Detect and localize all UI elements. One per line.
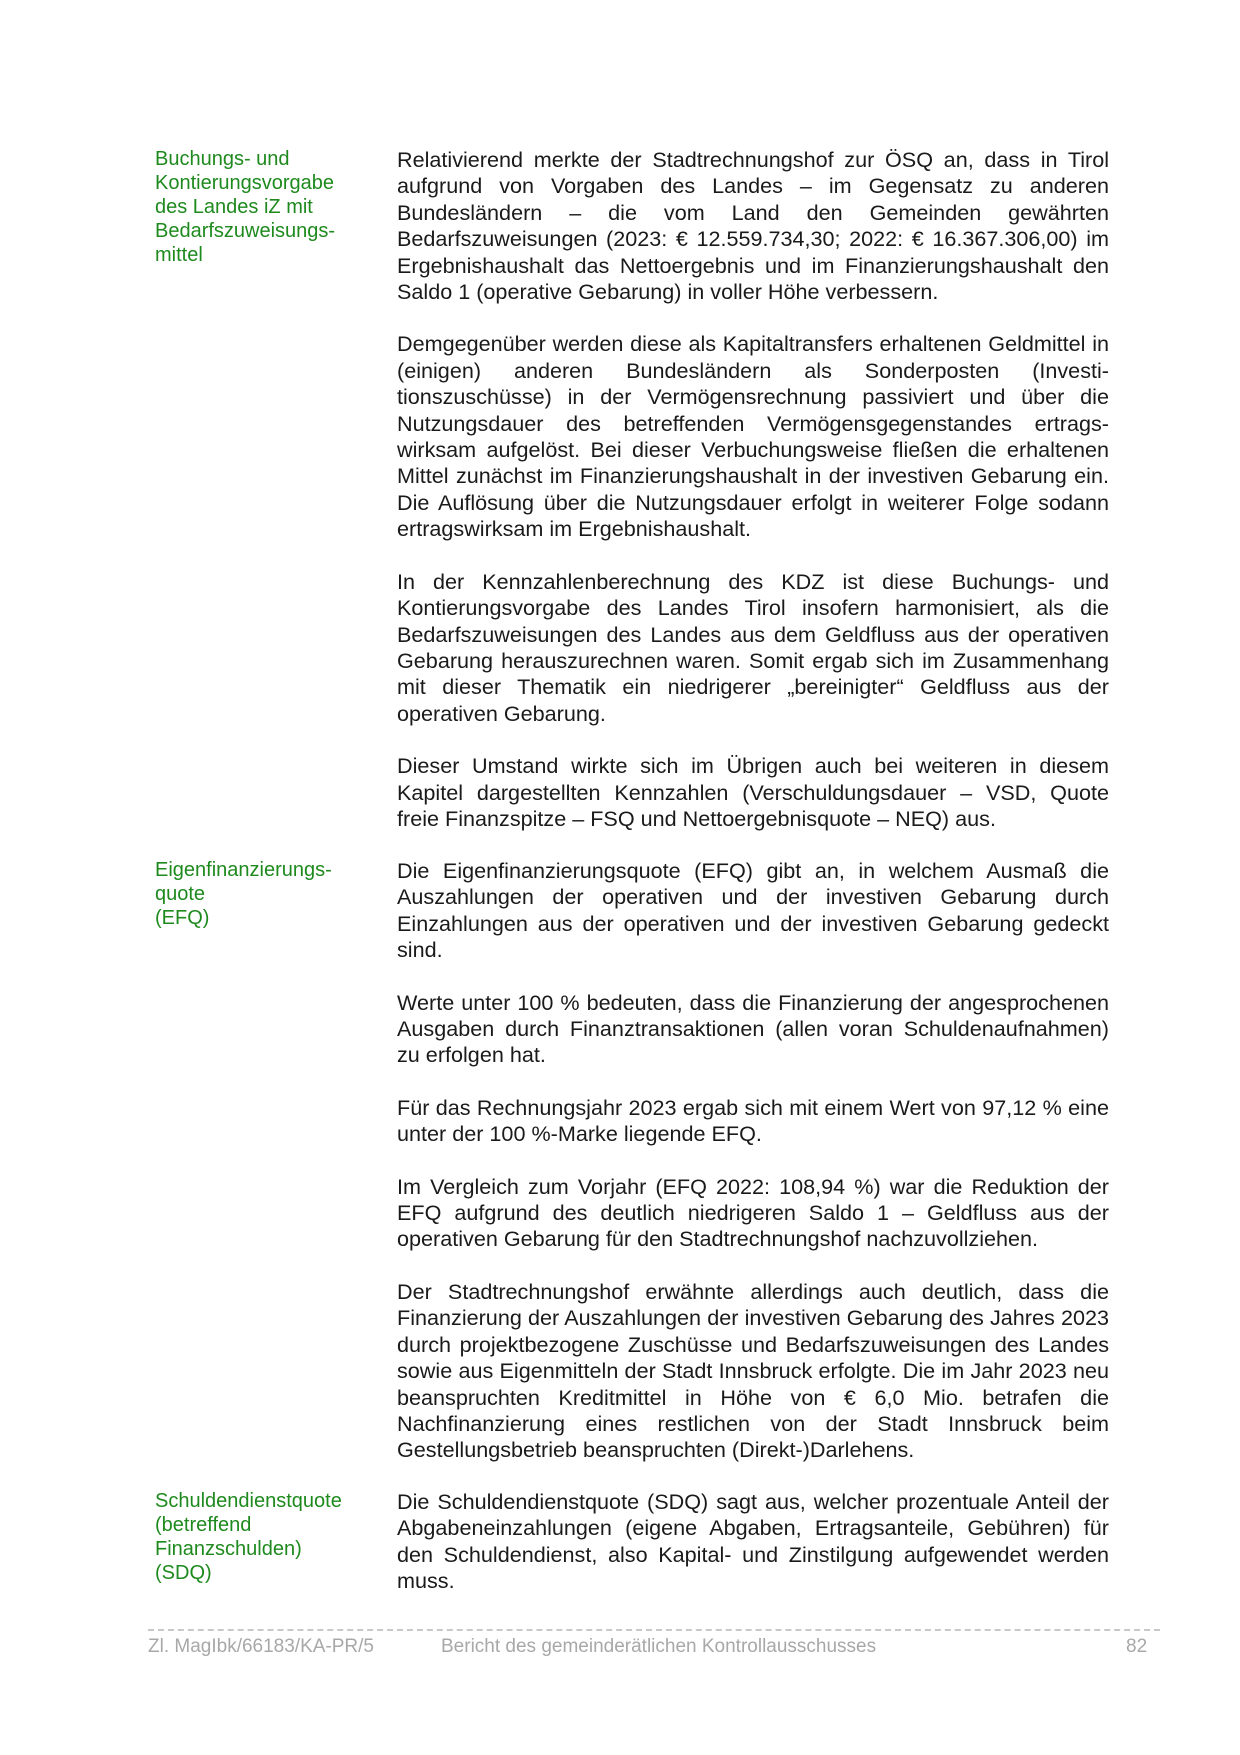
- paragraph: Werte unter 100 % bedeuten, dass die Finanzierung der angesprochenen Ausgaben durch Finanztransaktionen (allen voran Schuldenaufnahmen) zu erfolgen hat.: [397, 989, 1109, 1068]
- margin-heading-line: Buchungs- und: [155, 148, 290, 170]
- paragraph: Die Eigenfinanzierungsquote (EFQ) gibt an, in welchem Ausmaß die Auszahlungen der operativen und der investiven Gebarung durch Einzahlungen aus der operativen und der investiven Gebarung gedeckt sind.: [397, 858, 1109, 963]
- margin-heading: [155, 858, 365, 930]
- paragraph: Relativierend merkte der Stadtrechnungshof zur ÖSQ an, dass in Tirol aufgrund von Vorgaben des Landes – im Gegensatz zu anderen Bundesländern – die vom Land den Gemeinden gewährten Bedarfszuweisungen (2023: € 12.559.734,30; 2022: € 16.367.306,00) im Ergebnishaushalt das Nettoergebnis und im Finanzierungshaushalt den Saldo 1 (operative Gebarung) in voller Höhe verbessern.: [397, 147, 1109, 305]
- margin-heading-line: (betreffend: [155, 1514, 252, 1536]
- margin-heading-line: mittel: [155, 244, 203, 266]
- body-text: [397, 1489, 1109, 1621]
- paragraph: Für das Rechnungsjahr 2023 ergab sich mit einem Wert von 97,12 % eine unter der 100 %-Marke liegende EFQ.: [397, 1094, 1109, 1147]
- page-number: 82: [1126, 1636, 1148, 1657]
- paragraph: Im Vergleich zum Vorjahr (EFQ 2022: 108,94 %) war die Reduktion der EFQ aufgrund des deutlich niedrigeren Saldo 1 – Geldfluss aus der operativen Gebarung für den Stadtrechnungshof nachzuvollziehen.: [397, 1173, 1109, 1252]
- footer-title: Bericht des gemeinderätlichen Kontrollausschusses: [441, 1636, 877, 1657]
- margin-heading-line: Schuldendienstquote: [155, 1490, 342, 1512]
- margin-heading-line: Kontierungsvorgabe: [155, 172, 335, 194]
- margin-heading: [155, 1489, 365, 1585]
- paragraph: Dieser Umstand wirkte sich im Übrigen auch bei weiteren in diesem Kapitel dargestellten Kennzahlen (Verschuldungsdauer – VSD, Quote freie Finanzspitze – FSQ und Nettoergebnisquote – NEQ) aus.: [397, 753, 1109, 831]
- paragraph: In der Kennzahlenberechnung des KDZ ist diese Buchungs- und Kontierungsvorgabe des Landes Tirol insofern harmonisiert, als die Bedarfszuweisungen des Landes aus dem Geldfluss aus der operativen Gebarung herauszurechnen waren. Somit ergab sich im Zusammenhang mit dieser Thematik ein niedrigerer „bereinigter“ Geldfluss aus der operativen Gebarung.: [397, 568, 1109, 726]
- margin-heading-line: Eigenfinanzierungs-: [155, 859, 332, 881]
- body-text: [397, 858, 1109, 1490]
- footer-divider: [148, 1629, 1160, 1631]
- margin-heading-line: des Landes iZ mit: [155, 196, 313, 218]
- margin-heading-line: (SDQ): [155, 1562, 212, 1584]
- body-text: [397, 147, 1109, 858]
- margin-heading-line: quote: [155, 883, 206, 905]
- footer-reference: Zl. MagIbk/66183/KA-PR/5: [148, 1636, 374, 1657]
- margin-heading-line: Bedarfszuweisungs-: [155, 220, 336, 242]
- margin-heading: [155, 147, 365, 267]
- paragraph: Der Stadtrechnungshof erwähnte allerdings auch deutlich, dass die Finanzierung der Auszahlungen der investiven Gebarung des Jahres 2023 durch projektbezogene Zuschüsse und Bedarfszuweisungen des Landes sowie aus Eigenmitteln der Stadt Innsbruck erfolgte. Die im Jahr 2023 neu beanspruchten Kreditmittel in Höhe von € 6,0 Mio. betrafen die Nachfinanzierung eines restlichen von der Stadt Innsbruck beim Gestellungsbetrieb beanspruchten (Direkt-)Darlehens.: [397, 1278, 1109, 1463]
- paragraph: Die Schuldendienstquote (SDQ) sagt aus, welcher prozentuale Anteil der Abgabeneinzahlungen (eigene Abgaben, Ertragsanteile, Gebühren) für den Schuldendienst, also Kapital- und Zinstilgung aufgewendet werden muss.: [397, 1489, 1109, 1594]
- margin-heading-line: Finanzschulden): [155, 1538, 302, 1560]
- paragraph: Demgegenüber werden diese als Kapitaltransfers erhaltenen Geldmittel in (einigen) anderen Bundesländern als Sonderposten (Investitionszuschüsse) in der Vermögensrechnung passiviert und über die Nutzungsdauer des betreffenden Vermögensgegenstandes ertragswirksam aufgelöst. Bei dieser Verbuchungsweise fließen die erhaltenen Mittel zunächst im Finanzierungshaushalt in der investiven Gebarung ein. Die Auflösung über die Nutzungsdauer erfolgt in weiterer Folge sodann ertragswirksam im Ergebnishaushalt.: [397, 331, 1109, 542]
- margin-heading-line: (EFQ): [155, 907, 210, 929]
